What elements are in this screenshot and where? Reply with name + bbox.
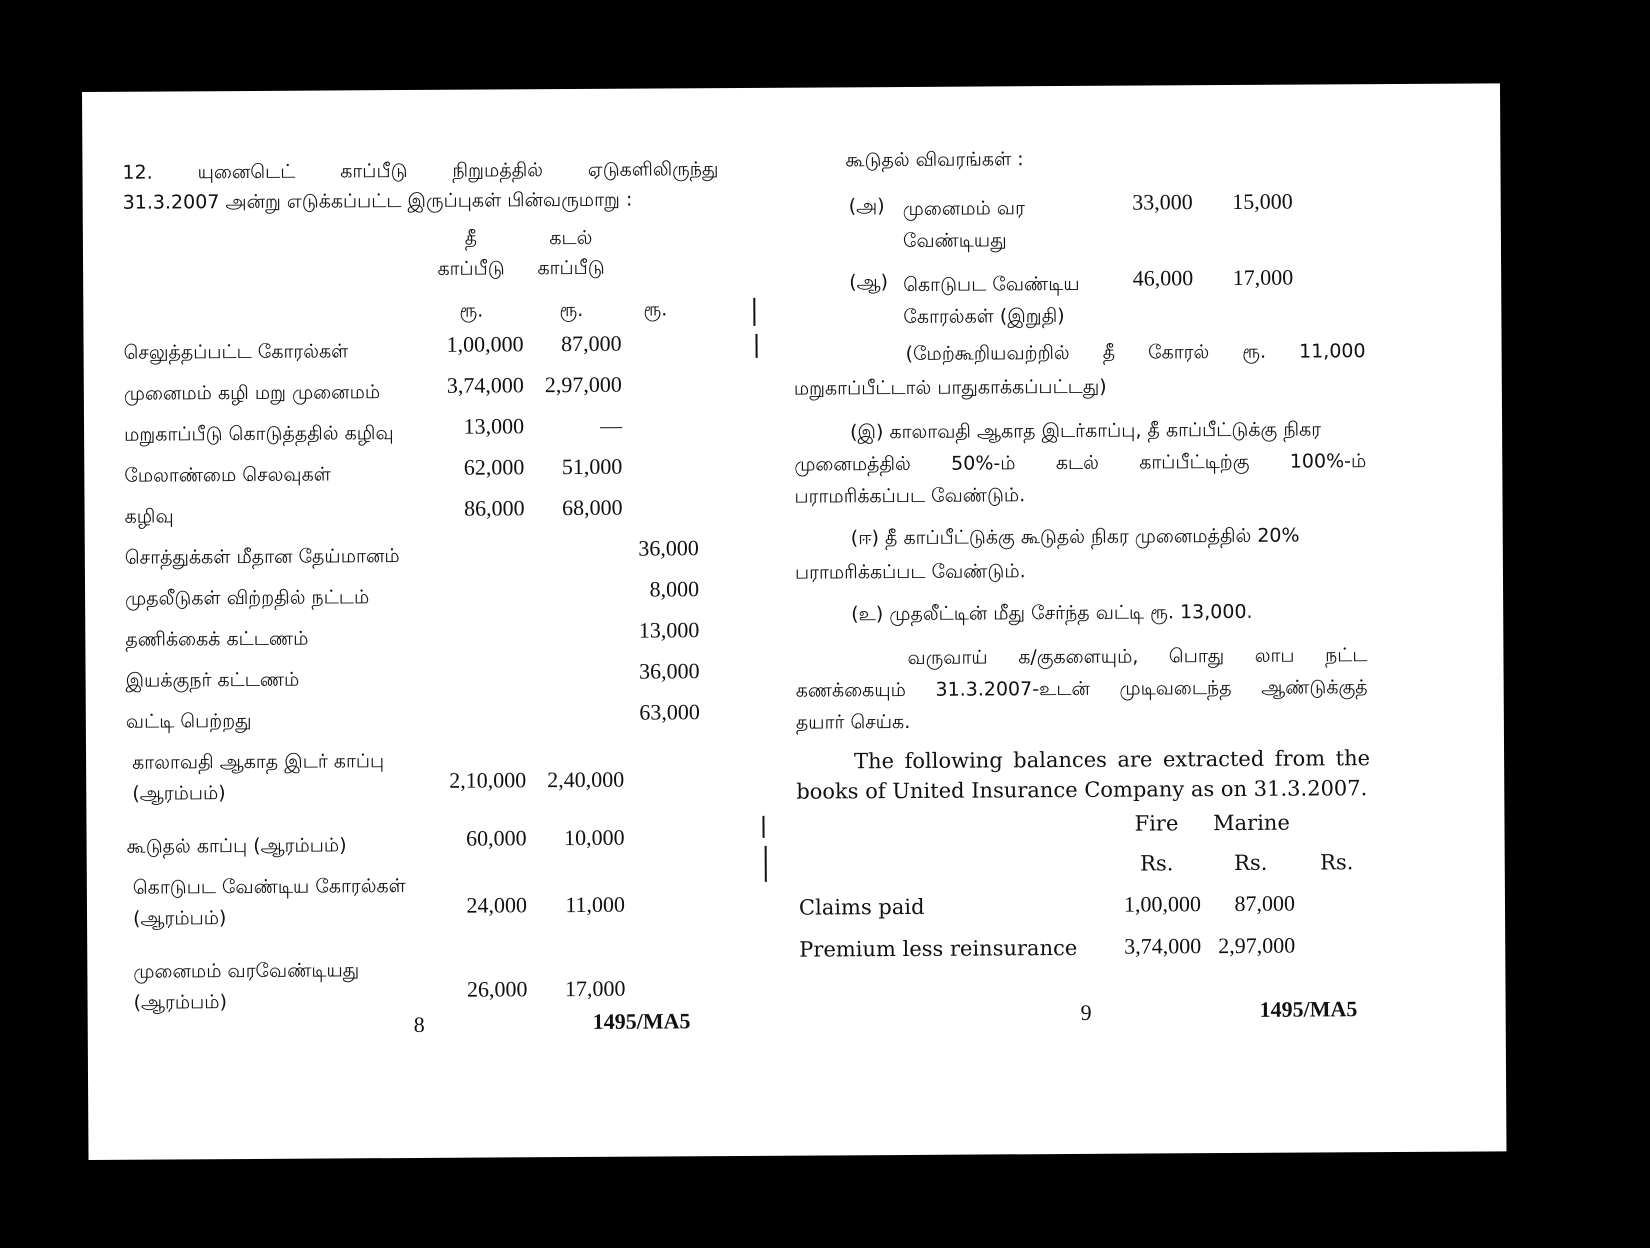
english-currency-3: Rs. bbox=[1320, 850, 1354, 875]
margin-mark bbox=[762, 816, 764, 838]
word: ரூ. bbox=[1242, 340, 1267, 363]
english-row-marine: 87,000 bbox=[1234, 890, 1296, 916]
item-i-line-3: பராமரிக்கப்பட வேண்டும். bbox=[794, 484, 1026, 508]
paper-code-left: 1495/MA5 bbox=[592, 1008, 691, 1034]
item-a-marker: (அ) bbox=[848, 195, 885, 218]
margin-mark bbox=[753, 298, 755, 326]
english-currency-1: Rs. bbox=[1140, 851, 1174, 876]
word: லாப bbox=[1254, 644, 1295, 667]
word: கணக்கையும் bbox=[795, 678, 906, 702]
left-row-label: வட்டி பெற்றது bbox=[125, 709, 252, 733]
left-balance-table bbox=[82, 83, 1500, 92]
left-row-label: மறுகாப்பீடு கொடுத்ததில் கழிவு bbox=[124, 422, 394, 446]
left-row-fire: 2,10,000 bbox=[449, 767, 527, 793]
left-row-fire: 1,00,000 bbox=[446, 331, 524, 357]
left-row-label: மேலாண்மை செலவுகள் bbox=[124, 463, 331, 487]
item-a-marine: 15,000 bbox=[1232, 188, 1293, 214]
left-row-label: முனைமம் வரவேண்டியது (ஆரம்பம்) bbox=[133, 959, 360, 1014]
word: (மேற்கூறியவற்றில் bbox=[905, 341, 1070, 365]
word: காப்பீடு bbox=[340, 160, 408, 183]
word: following bbox=[904, 748, 1003, 773]
left-row-label: செலுத்தப்பட்ட கோரல்கள் bbox=[123, 340, 349, 364]
item-a-text: முனைமம் வர வேண்டியது bbox=[902, 197, 1025, 252]
page-number-left: 8 bbox=[413, 1011, 425, 1037]
word: 11,000 bbox=[1299, 340, 1366, 363]
column-header-marine: கடல் காப்பீடு bbox=[537, 226, 605, 280]
left-row-marine: 2,97,000 bbox=[544, 371, 622, 398]
left-row-fire: 62,000 bbox=[463, 454, 525, 480]
question-line-1 bbox=[122, 158, 718, 187]
currency-header-1: ரூ. bbox=[459, 299, 484, 322]
additional-info-heading: கூடுதல் விவரங்கள் : bbox=[845, 148, 1024, 172]
item-i-line-2 bbox=[794, 450, 1366, 478]
instruction-line-3: தயார் செய்க. bbox=[795, 710, 911, 734]
currency-header-2: ரூ. bbox=[559, 298, 584, 322]
english-balance-table bbox=[82, 83, 1500, 92]
left-row-label: முனைமம் கழி மறு முனைமம் bbox=[123, 381, 381, 405]
instruction-line-2 bbox=[796, 676, 1368, 704]
english-header-fire: Fire bbox=[1134, 811, 1179, 836]
left-row-total: 8,000 bbox=[649, 576, 700, 602]
english-currency-2: Rs. bbox=[1234, 850, 1268, 875]
note-line-2: மறுகாப்பீட்டால் பாதுகாக்கப்பட்டது) bbox=[793, 375, 1107, 400]
currency-header-3: ரூ. bbox=[643, 298, 668, 321]
document-page bbox=[82, 83, 1506, 1160]
english-line-2: books of United Insurance Company as on 31.3.2007. bbox=[796, 776, 1368, 804]
column-header-fire: தீ காப்பீடு bbox=[437, 227, 505, 280]
word: நிறுமத்தில் bbox=[452, 159, 544, 182]
left-row-marine: 2,40,000 bbox=[547, 766, 625, 793]
left-row-fire: 60,000 bbox=[465, 825, 527, 851]
word: ஏடுகளிலிருந்து bbox=[587, 158, 719, 181]
item-aa-fire: 46,000 bbox=[1132, 265, 1194, 291]
word: நட்ட bbox=[1324, 644, 1368, 667]
english-row-label: Premium less reinsurance bbox=[799, 935, 1078, 962]
word: காப்பீட்டிற்கு bbox=[1139, 450, 1250, 474]
english-line-1 bbox=[854, 746, 1370, 773]
item-u: (உ) முதலீட்டின் மீது சேர்ந்த வட்டி ரூ. 13,000. bbox=[851, 600, 1253, 626]
left-row-label: கூடுதல் காப்பு (ஆரம்பம்) bbox=[126, 834, 347, 858]
word: the bbox=[1335, 746, 1371, 771]
question-line-2: 31.3.2007 அன்று எடுக்கப்பட்ட இருப்புகள் பின்வருமாறு : bbox=[122, 188, 633, 214]
word: 100%-ம் bbox=[1289, 450, 1367, 473]
english-row-fire: 3,74,000 bbox=[1124, 933, 1202, 959]
item-ii-line-2: பராமரிக்கப்பட வேண்டும். bbox=[794, 560, 1026, 584]
item-aa-marker: (ஆ) bbox=[849, 271, 889, 294]
left-row-label: தணிக்கைக் கட்டணம் bbox=[125, 627, 309, 651]
word: முனைமத்தில் bbox=[794, 452, 911, 476]
instruction-line-1 bbox=[907, 644, 1367, 672]
item-aa-text: கொடுபட வேண்டிய கோரல்கள் (இறுதி) bbox=[903, 272, 1080, 328]
left-row-marine: — bbox=[599, 412, 623, 438]
english-row-label: Claims paid bbox=[798, 894, 925, 920]
margin-mark bbox=[765, 846, 767, 882]
left-row-total: 36,000 bbox=[638, 535, 699, 561]
left-row-marine: 17,000 bbox=[564, 975, 626, 1002]
left-row-fire: 26,000 bbox=[466, 976, 528, 1002]
item-aa-marine: 17,000 bbox=[1232, 264, 1294, 290]
left-row-marine: 11,000 bbox=[565, 891, 626, 918]
word: யுனைடெட் bbox=[197, 160, 296, 184]
word: வருவாய் bbox=[907, 646, 988, 669]
word: 31.3.2007-உடன் bbox=[935, 677, 1090, 701]
left-row-fire: 3,74,000 bbox=[446, 372, 524, 398]
word: கோரல் bbox=[1147, 341, 1210, 364]
left-row-marine: 68,000 bbox=[561, 494, 623, 521]
left-row-total: 63,000 bbox=[639, 699, 700, 725]
english-row-fire: 1,00,000 bbox=[1123, 891, 1202, 917]
left-row-marine: 87,000 bbox=[560, 330, 622, 357]
left-row-fire: 13,000 bbox=[463, 413, 525, 439]
word: 12. bbox=[122, 161, 153, 184]
left-row-fire: 86,000 bbox=[463, 495, 525, 521]
item-a-fire: 33,000 bbox=[1132, 189, 1193, 215]
word: 50%-ம் bbox=[951, 452, 1016, 475]
word: பொது bbox=[1168, 645, 1225, 668]
word: முடிவடைந்த bbox=[1119, 676, 1232, 700]
note-line-1 bbox=[906, 340, 1366, 368]
word: கடல் bbox=[1055, 451, 1099, 475]
left-row-label: கொடுபட வேண்டிய கோரல்கள் (ஆரம்பம்) bbox=[132, 875, 406, 930]
left-row-label: கழிவு bbox=[124, 505, 174, 528]
left-row-marine: 51,000 bbox=[561, 453, 623, 480]
left-row-label: சொத்துக்கள் மீதான தேய்மானம் bbox=[124, 545, 400, 569]
word: ஆண்டுக்குத் bbox=[1261, 676, 1368, 699]
english-header-marine: Marine bbox=[1213, 810, 1290, 836]
left-row-fire: 24,000 bbox=[466, 892, 528, 918]
english-row-marine: 2,97,000 bbox=[1218, 932, 1296, 959]
left-row-label: காலாவதி ஆகாத இடர் காப்பு (ஆரம்பம்) bbox=[132, 750, 385, 805]
word: தீ bbox=[1102, 341, 1116, 364]
left-row-marine: 10,000 bbox=[563, 824, 625, 851]
left-row-total: 13,000 bbox=[638, 617, 700, 643]
word: The bbox=[854, 749, 895, 774]
left-row-label: இயக்குநர் கட்டணம் bbox=[125, 668, 300, 692]
left-row-total: 36,000 bbox=[638, 658, 700, 684]
word: extracted bbox=[1162, 746, 1265, 772]
page-number-right: 9 bbox=[1080, 999, 1092, 1025]
margin-mark bbox=[755, 334, 757, 358]
word: க/குகளையும், bbox=[1018, 645, 1139, 669]
item-i-line-1: (இ) காலாவதி ஆகாத இடர்காப்பு, தீ காப்பீட்டுக்கு நிகர bbox=[850, 418, 1322, 444]
word: balances bbox=[1013, 747, 1107, 773]
paper-code-right: 1495/MA5 bbox=[1259, 996, 1358, 1022]
word: from bbox=[1274, 746, 1326, 771]
item-ii-line-1: (ஈ) தீ காப்பீட்டுக்கு கூடுதல் நிகர முனைமத்தில் 20% bbox=[850, 524, 1300, 550]
left-row-label: முதலீடுகள் விற்றதில் நட்டம் bbox=[125, 586, 370, 610]
word: are bbox=[1117, 747, 1153, 772]
